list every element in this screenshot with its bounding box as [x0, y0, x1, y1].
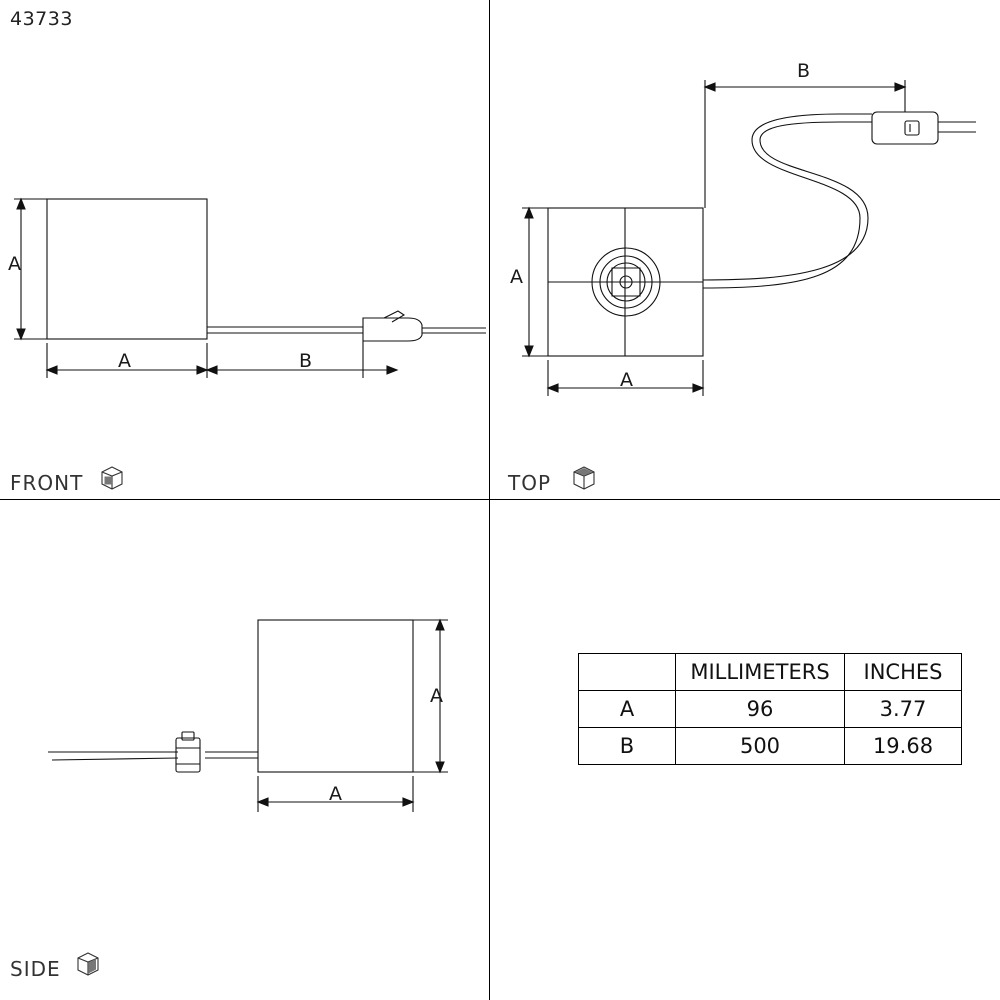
front-height-label: A: [8, 253, 21, 275]
view-label-side: SIDE: [10, 957, 61, 981]
row-inches-a: 3.77: [845, 691, 962, 728]
row-label-b: B: [579, 728, 676, 765]
top-height-label: A: [510, 266, 523, 288]
top-switch: [872, 112, 938, 144]
front-shade-body: [47, 199, 207, 339]
table-header-blank: [579, 654, 676, 691]
part-number: 43733: [10, 8, 73, 30]
table-header-millimeters: MILLIMETERS: [676, 654, 845, 691]
front-cord-label: B: [299, 350, 313, 372]
top-cord-label: B: [797, 60, 811, 82]
top-width-label: A: [620, 369, 633, 391]
view-label-front: FRONT: [10, 471, 84, 495]
table-row: [579, 691, 962, 728]
vertical-divider: [489, 0, 490, 1000]
front-switch: [363, 318, 422, 341]
cube-icon: [98, 464, 126, 492]
top-shade-body: [548, 208, 703, 356]
horizontal-divider: [0, 499, 1000, 500]
front-width-label: A: [118, 350, 131, 372]
row-mm-b: 500: [676, 728, 845, 765]
cube-icon: [570, 464, 598, 492]
side-shade-body: [258, 620, 413, 772]
view-label-top: TOP: [508, 471, 552, 495]
table-header-inches: INCHES: [845, 654, 962, 691]
side-switch: [176, 738, 200, 772]
side-height-label: A: [430, 685, 443, 707]
dimension-table: [578, 653, 962, 765]
row-mm-a: 96: [676, 691, 845, 728]
row-inches-b: 19.68: [845, 728, 962, 765]
row-label-a: A: [579, 691, 676, 728]
table-header-row: [579, 654, 962, 691]
side-width-label: A: [329, 783, 342, 805]
cube-icon: [74, 950, 102, 978]
table-row: [579, 728, 962, 765]
